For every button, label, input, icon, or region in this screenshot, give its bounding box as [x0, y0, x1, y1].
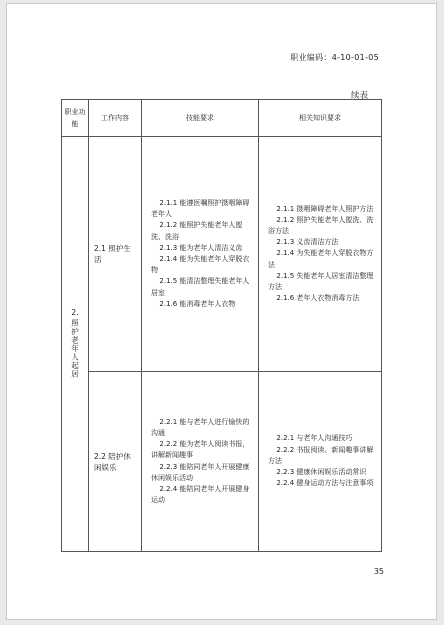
function-cell: [62, 137, 89, 552]
knowledge-item: 2.1.4 为失能老年人穿脱衣物方法: [268, 249, 374, 269]
skill-item: 2.1.4 能为失能老年人穿脱衣物: [151, 255, 250, 275]
knowledge-item: 2.2.1 与老年人沟通技巧: [276, 434, 353, 443]
content-cell: 2.1 照护生活: [89, 137, 142, 372]
occupation-code: 职业编码：4-10-01-05: [290, 53, 379, 62]
skill-item: 2.1.5 能清洁整理失能老年人居室: [151, 277, 250, 297]
knowledge-item: 2.1.2 照护失能老年人盥洗、洗浴方法: [268, 215, 374, 235]
header-function: 职业功能: [62, 100, 89, 137]
skills-cell: [142, 372, 259, 552]
skills-cell: [142, 137, 259, 372]
knowledge-item: 2.1.1 摄咽障碍老年人照护方法: [276, 204, 374, 213]
table-header-row: [62, 100, 382, 137]
content-cell: 2.2 陪护休闲娱乐: [89, 372, 142, 552]
knowledge-item: 2.2.4 健身运动方法与注意事项: [276, 479, 374, 488]
knowledge-item: 2.1.3 义齿清洁方法: [276, 238, 339, 247]
knowledge-cell: [259, 372, 382, 552]
continued-label: 续表: [350, 91, 368, 101]
skill-item: 2.1.2 能照护失能老年人盥洗、洗浴: [151, 221, 243, 241]
skill-item: 2.2.4 能陪同老年人开展健身运动: [151, 484, 250, 505]
knowledge-item: 2.1.6 老年人衣物消毒方法: [276, 294, 360, 303]
skill-item: 2.1.6 能消毒老年人衣物: [159, 299, 236, 308]
header-skills: 技能要求: [142, 100, 259, 137]
skill-item: 2.1.1 能遵医嘱照护摄咽障碍老年人: [151, 198, 250, 219]
skill-item: 2.2.3 能陪同老年人开展健康休闲娱乐活动: [151, 462, 250, 482]
function-name: 照护老年人起居: [70, 318, 80, 379]
knowledge-item: 2.2.3 健康休闲娱乐活动常识: [276, 468, 367, 477]
function-number: 2.: [71, 307, 79, 317]
header-content: 工作内容: [89, 100, 142, 137]
table-row: [62, 137, 382, 372]
table-row: [62, 372, 382, 552]
knowledge-item: 2.2.2 书报阅读、新闻趣事讲解方法: [268, 445, 374, 465]
header-knowledge: 相关知识要求: [259, 100, 382, 137]
skill-item: 2.2.1 能与老年人进行愉快的沟通: [151, 417, 250, 437]
page-number: 35: [373, 567, 384, 576]
knowledge-item: 2.1.5 失能老年人居室清洁整理方法: [268, 271, 374, 291]
skill-item: 2.2.2 能为老年人阅读书报，讲解新闻趣事: [151, 440, 250, 460]
skill-item: 2.1.3 能为老年人清洁义齿: [159, 243, 243, 252]
knowledge-cell: [259, 137, 382, 372]
skills-table: [61, 99, 382, 552]
